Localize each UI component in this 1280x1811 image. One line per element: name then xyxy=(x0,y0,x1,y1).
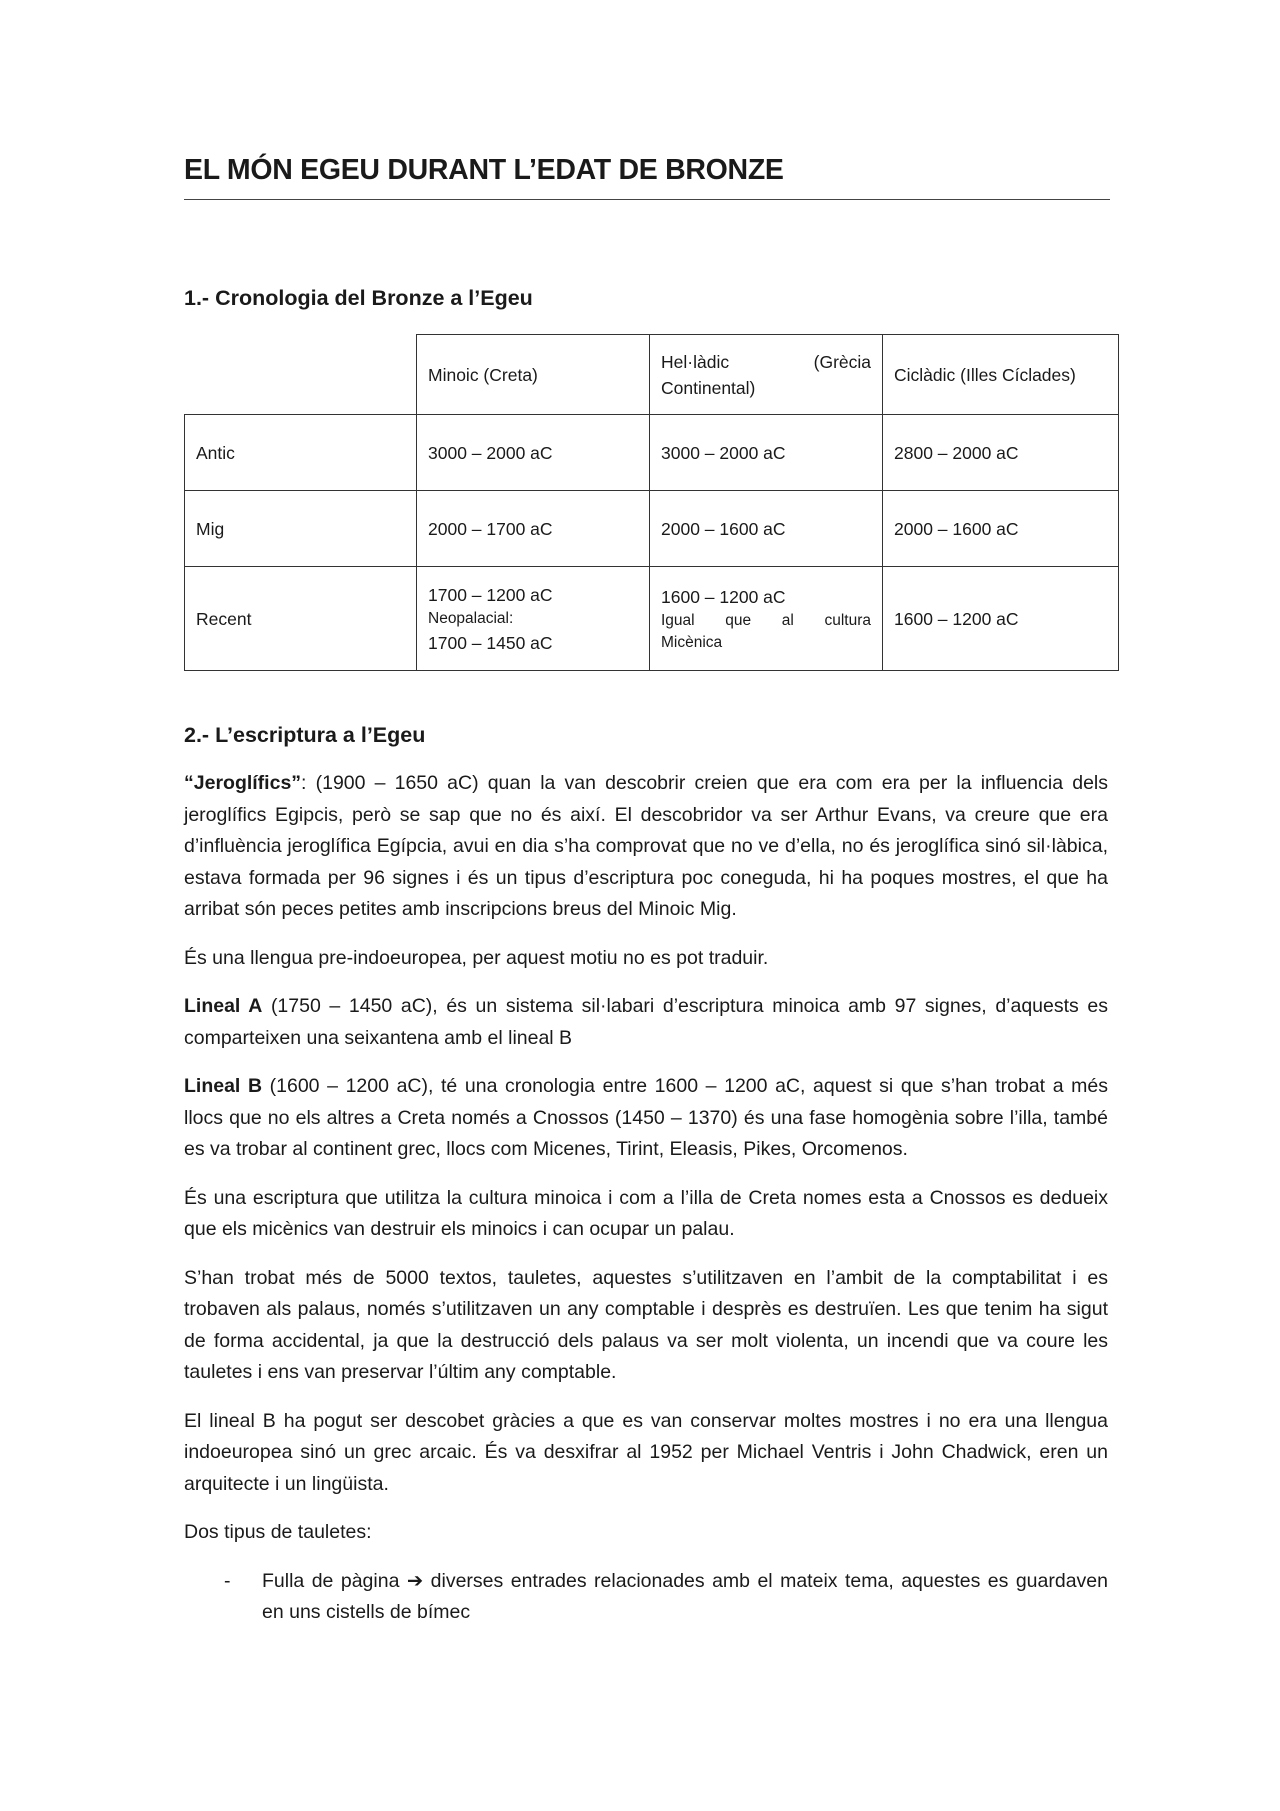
table-row xyxy=(185,415,1119,491)
chronology-table xyxy=(184,334,1119,671)
minoic-range: 1700 – 1200 aC xyxy=(428,584,553,605)
table-corner-cell xyxy=(185,335,417,415)
cycladic-cell: 2800 – 2000 aC xyxy=(883,415,1119,491)
minoic-cell: 3000 – 2000 aC xyxy=(417,415,650,491)
cycladic-cell: 2000 – 1600 aC xyxy=(883,491,1119,567)
helladic-cell: 3000 – 2000 aC xyxy=(650,415,883,491)
helladic-cell: 2000 – 1600 aC xyxy=(650,491,883,567)
paragraph-pre-indoeuropean: És una llengua pre-indoeuropea, per aquest motiu no es pot traduir. xyxy=(184,946,769,969)
paragraph-tablets: S’han trobat més de 5000 textos, tauletes, aquestes s’utilitzaven en l’ambit de la comptabilitat i es trobaven als palaus, només s’utilitzaven un any comptable i desprès es destruïen. Les que tenim ha sigut de forma accidental, ja que la destrucció dels palaus va ser molt violenta, un incendi que va coure les tauletes i ens van preservar l’últim any comptable. xyxy=(184,1266,1108,1383)
header-minoic: Minoic (Creta) xyxy=(417,335,650,415)
paragraph-minoan-writing: És una escriptura que utilitza la cultura minoica i com a l’illa de Creta nomes esta a Cnossos es dedueix que els micènics van destruir els minoics i can ocupar un palau. xyxy=(184,1186,1108,1240)
period-cell: Antic xyxy=(185,415,417,491)
helladic-range: 1600 – 1200 aC xyxy=(661,586,786,607)
cycladic-cell: 1600 – 1200 aC xyxy=(883,567,1119,671)
header-helladic-line1: Hel·làdic (Grècia xyxy=(661,351,871,372)
minoic-cell xyxy=(417,567,650,671)
document-title: EL MÓN EGEU DURANT L’EDAT DE BRONZE xyxy=(184,154,1110,200)
minoic-note-value: 1700 – 1450 aC xyxy=(428,632,553,653)
paragraph-lineal-b: Lineal B (1600 – 1200 aC), té una cronologia entre 1600 – 1200 aC, aquest si que s’han trobat a més llocs que no els altres a Creta només a Cnossos (1450 – 1370) és una fase homogènia sobre l’illa, també es va trobar al continent grec, llocs com Micenes, Tirint, Eleasis, Pikes, Orcomenos. xyxy=(184,1075,1108,1160)
minoic-note-label: Neopalacial: xyxy=(428,609,514,627)
helladic-cell xyxy=(650,567,883,671)
paragraph-tablet-types: Dos tipus de tauletes: xyxy=(184,1521,372,1543)
period-cell: Mig xyxy=(185,491,417,567)
list-item xyxy=(184,1566,1108,1629)
section-1-heading: 1.- Cronologia del Bronze a l’Egeu xyxy=(184,286,533,310)
table-header-row xyxy=(185,335,1119,415)
table-row xyxy=(185,491,1119,567)
header-helladic: Hel·làdic (Grècia Continental) xyxy=(650,335,883,415)
helladic-note-line1: Igual que al cultura xyxy=(661,611,871,629)
header-cycladic: Ciclàdic (Illes Cíclades) xyxy=(883,335,1119,415)
paragraph-lineal-a: Lineal A (1750 – 1450 aC), és un sistema sil·labari d’escriptura minoica amb 97 signes, d’aquests es comparteixen una seixantena amb el lineal B xyxy=(184,995,1108,1049)
section-2-heading: 2.- L’escriptura a l’Egeu xyxy=(184,723,426,747)
bullet-dash: - xyxy=(224,1569,231,1592)
paragraph-jeroglifics: “Jeroglífics”: (1900 – 1650 aC) quan la van descobrir creien que era com era per la influencia dels jeroglífics Egipcis, però se sap que no és així. El descobridor va ser Arthur Evans, va creure que era d’influència jeroglífica Egípcia, avui en dia s’ha comprovat que no ve d’ella, no és jeroglífica sinó sil·làbica, estava formada per 96 signes i és un tipus d’escriptura poc coneguda, hi ha poques mostres, el que ha arribat són peces petites amb inscripcions breus del Minoic Mig. xyxy=(184,772,1108,920)
table-row xyxy=(185,567,1119,671)
period-cell: Recent xyxy=(185,567,417,671)
bullet-text: Fulla de pàgina ➔ diverses entrades relacionades amb el mateix tema, aquestes es guardaven en uns cistells de bímec xyxy=(262,1569,1108,1623)
paragraph-decipherment: El lineal B ha pogut ser descobet gràcies a que es van conservar moltes mostres i no era una llengua indoeuropea sinó un grec arcaic. És va desxifrar al 1952 per Michael Ventris i John Chadwick, eren un arquitecte i un lingüista. xyxy=(184,1409,1108,1495)
helladic-note-line2: Micènica xyxy=(661,633,723,651)
section-2-body xyxy=(184,768,1108,1629)
minoic-cell: 2000 – 1700 aC xyxy=(417,491,650,567)
